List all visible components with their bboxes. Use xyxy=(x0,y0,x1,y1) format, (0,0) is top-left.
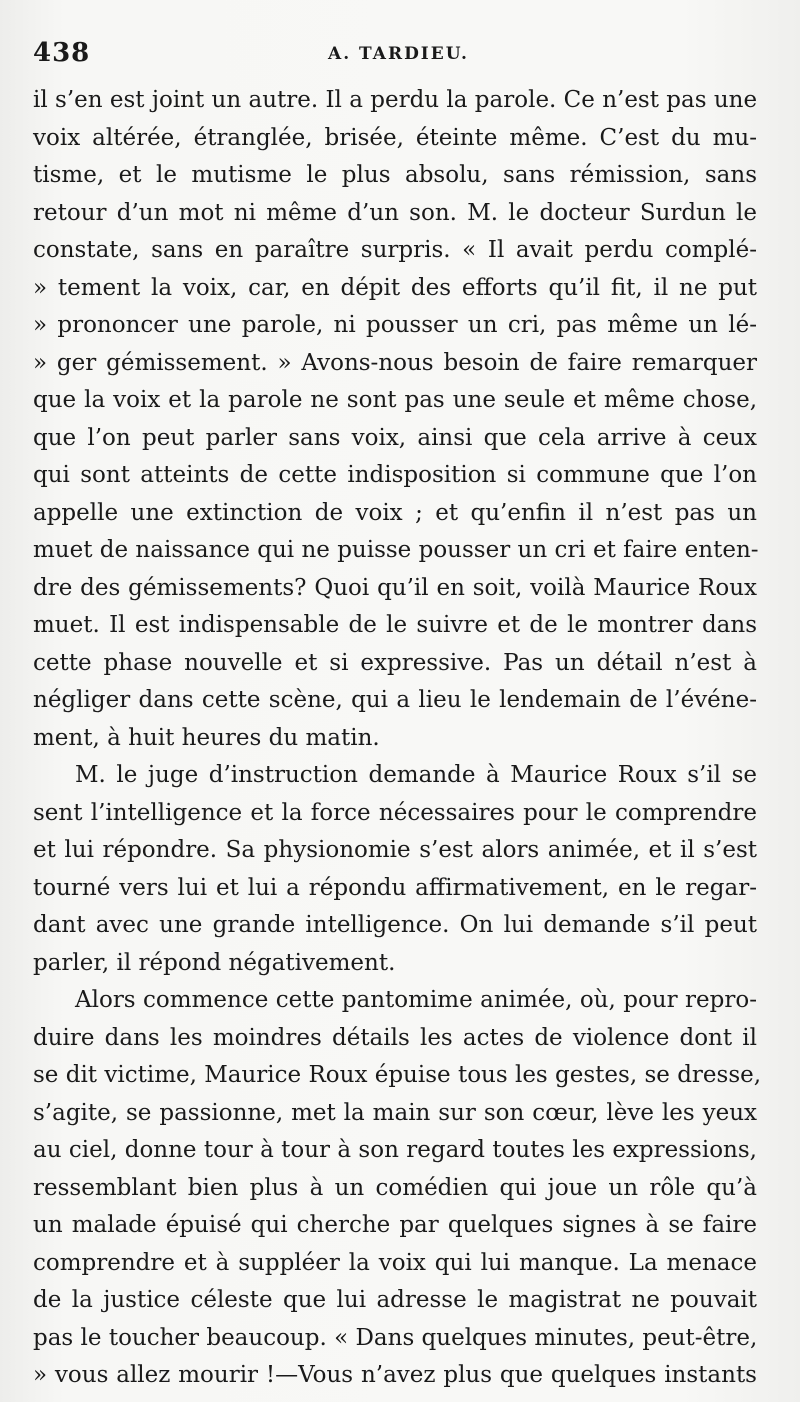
text-line: il s’en est joint un autre. Il a perdu la parole. Ce n’est pas une xyxy=(33,87,758,113)
paragraph xyxy=(33,82,757,757)
body-text xyxy=(33,82,762,1395)
text-line: tourné vers lui et lui a répondu affirmativement, en le regar- xyxy=(33,874,757,901)
text-line: Alors commence cette pantomime animée, où, pour repro- xyxy=(75,987,757,1013)
text-line: ressemblant bien plus à un comédien qui joue un rôle qu’à xyxy=(33,1174,757,1201)
text-line: retour d’un mot ni même d’un son. M. le docteur Surdun le xyxy=(33,199,757,226)
text-line: de la justice céleste que lui adresse le magistrat ne pouvait xyxy=(33,1287,757,1313)
paragraph xyxy=(33,982,762,1395)
text-line: que la voix et la parole ne sont pas une seule et même chose, xyxy=(33,387,757,413)
text-line: cette phase nouvelle et si expressive. Pas un détail n’est à xyxy=(33,649,757,676)
text-line: dant avec une grande intelligence. On lui demande s’il peut xyxy=(33,912,757,938)
text-line: et lui répondre. Sa physionomie s’est alors animée, et il s’est xyxy=(33,837,757,863)
page-number: 438 xyxy=(33,38,91,68)
text-line: » vous allez mourir !—Vous n’avez plus que quelques instants xyxy=(33,1362,757,1388)
text-line: négliger dans cette scène, qui a lieu le lendemain de l’événe- xyxy=(33,687,757,713)
text-line: muet de naissance qui ne puisse pousser un cri et faire enten- xyxy=(33,537,759,563)
text-line: s’agite, se passionne, met la main sur son cœur, lève les yeux xyxy=(33,1099,757,1126)
text-line: que l’on peut parler sans voix, ainsi que cela arrive à ceux xyxy=(33,424,757,451)
text-line: muet. Il est indispensable de le suivre et de le montrer dans xyxy=(33,612,757,638)
text-line: voix altérée, étranglée, brisée, éteinte même. C’est du mu- xyxy=(33,124,757,151)
running-head xyxy=(33,38,753,74)
text-line: pas le toucher beaucoup. « Dans quelques minutes, peut-être, xyxy=(33,1324,758,1351)
paragraph xyxy=(33,757,757,982)
text-line: » tement la voix, car, en dépit des efforts qu’il fit, il ne put xyxy=(33,274,757,301)
text-line: M. le juge d’instruction demande à Maurice Roux s’il se xyxy=(75,762,757,788)
text-line: » prononcer une parole, ni pousser un cri, pas même un lé- xyxy=(33,312,757,338)
text-line: un malade épuisé qui cherche par quelques signes à se faire xyxy=(33,1212,757,1238)
text-line: au ciel, donne tour à tour à son regard toutes les expressions, xyxy=(33,1137,757,1163)
text-line: duire dans les moindres détails les actes de violence dont il xyxy=(33,1024,757,1051)
text-line: sent l’intelligence et la force nécessaires pour le comprendre xyxy=(33,799,757,826)
text-line: parler, il répond négativement. xyxy=(33,949,396,976)
running-title: A. TARDIEU. xyxy=(328,44,469,64)
text-line: ment, à huit heures du matin. xyxy=(33,724,380,751)
text-line: tisme, et le mutisme le plus absolu, sans rémission, sans xyxy=(33,162,757,188)
text-line: comprendre et à suppléer la voix qui lui manque. La menace xyxy=(33,1249,757,1276)
text-line: se dit victime, Maurice Roux épuise tous les gestes, se dresse, xyxy=(33,1062,762,1088)
text-line: dre des gémissements? Quoi qu’il en soit, voilà Maurice Roux xyxy=(33,574,757,601)
text-line: constate, sans en paraître surpris. « Il avait perdu complé- xyxy=(33,237,757,263)
text-line: qui sont atteints de cette indisposition si commune que l’on xyxy=(33,462,757,488)
text-line: » ger gémissement. » Avons-nous besoin de faire remarquer xyxy=(33,349,757,376)
text-line: appelle une extinction de voix ; et qu’enfin il n’est pas un xyxy=(33,499,757,526)
